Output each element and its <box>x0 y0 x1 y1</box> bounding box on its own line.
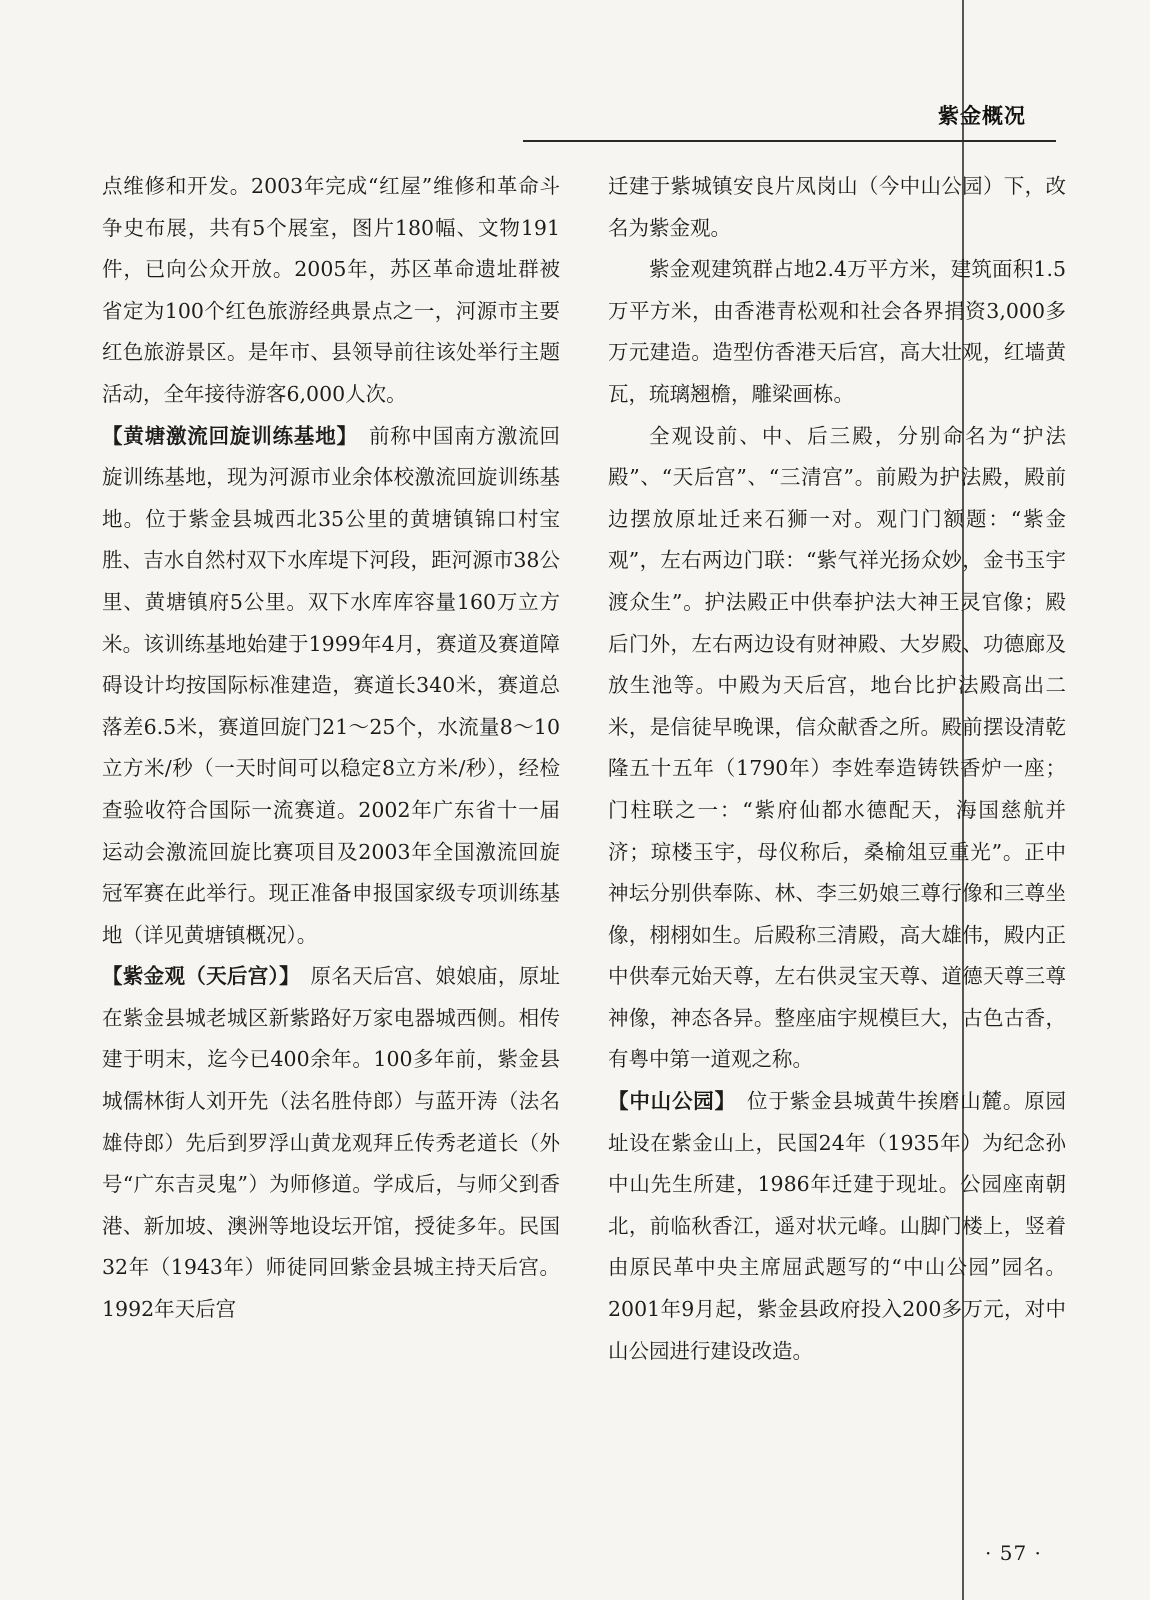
page-number: · 57 · <box>985 1541 1042 1565</box>
entry-title: 【黄塘激流回旋训练基地】 <box>102 423 348 448</box>
header-rule <box>523 140 1056 142</box>
right-column <box>608 166 1066 1372</box>
paragraph-halls: 全观设前、中、后三殿，分别命名为“护法殿”、“天后宫”、“三清宫”。前殿为护法殿，殿前边摆放原址迁来石狮一对。观门门额题：“紫金观”，左右两边门联：“紫气祥光扬众妙，金书玉宇渡众生”。护法殿正中供奉护法大神王灵官像；殿后门外，左右两边设有财神殿、大岁殿、功德廊及放生池等。中殿为天后宫，地台比护法殿高出二米，是信徒早晚课，信众献香之所。殿前摆设清乾隆五十五年（1790年）李姓奉造铸铁香炉一座；门柱联之一：“紫府仙都水德配天，海国慈航并济；琼楼玉宇，母仪称后，桑榆俎豆重光”。正中神坛分别供奉陈、林、李三奶娘三尊行像和三尊坐像，栩栩如生。后殿称三清殿，高大雄伟，殿内正中供奉元始天尊，左右供灵宝天尊、道德天尊三尊神像，神态各异。整座庙宇规模巨大，古色古香，有粤中第一道观之称。 <box>608 423 1066 1072</box>
entry-title: 【中山公园】 <box>608 1089 726 1114</box>
left-paragraph-continued: 点维修和开发。2003年完成“红屋”维修和革命斗争史布展，共有5个展室，图片180幅、文物191件，已向公众开放。2005年，苏区革命遗址群被省定为100个红色旅游经典景点之一，河源市主要红色旅游景区。是年市、县领导前往该处举行主题活动，全年接待游客6,000人次。 <box>102 174 560 406</box>
running-header-title: 紫金概况 <box>938 104 1026 128</box>
entry-text: 原名天后宫、娘娘庙，原址在紫金县城老城区新紫路好万家电器城西侧。相传建于明末，迄今已400余年。100多年前，紫金县城儒林街人刘开先（法名胜侍郎）与蓝开涛（法名雄侍郎）先后到罗浮山黄龙观拜丘传秀老道长（外号“广东吉灵鬼”）为师修道。学成后，与师父到香港、新加坡、澳洲等地设坛开馆，授徒多年。民国32年（1943年）师徒同回紫金县城主持天后宫。1992年天后宫 <box>102 964 561 1322</box>
entry-text: 前称中国南方激流回旋训练基地，现为河源市业余体校激流回旋训练基地。位于紫金县城西北35公里的黄塘镇锦口村宝胜、吉水自然村双下水库堤下河段，距河源市38公里、黄塘镇府5公里。双下水库库容量160万立方米。该训练基地始建于1999年4月，赛道及赛道障碍设计均按国际标准建造，赛道长340米，赛道总落差6.5米，赛道回旋门21～25个，水流量8～10立方米/秒（一天时间可以稳定8立方米/秒），经检查验收符合国际一流赛道。2002年广东省十一届运动会激流回旋比赛项目及2003年全国激流回旋冠军赛在此举行。现正准备申报国家级专项训练基地（详见黄塘镇概况）。 <box>102 423 561 947</box>
entry-zijin-temple <box>102 956 560 1330</box>
entry-zhongshan-park <box>608 1081 1066 1372</box>
entry-huangtang-training-base <box>102 416 560 957</box>
left-column <box>102 166 560 1331</box>
right-paragraph-continued: 迁建于紫城镇安良片凤岗山（今中山公园）下，改名为紫金观。 <box>608 174 1066 240</box>
paragraph-buildings: 紫金观建筑群占地2.4万平方米，建筑面积1.5万平方米，由香港青松观和社会各界捐资3,000多万元建造。造型仿香港天后宫，高大壮观，红墙黄瓦，琉璃翘檐，雕梁画栋。 <box>608 257 1066 406</box>
entry-text: 位于紫金县城黄牛挨磨山麓。原园址设在紫金山上，民国24年（1935年）为纪念孙中山先生所建，1986年迁建于现址。公园座南朝北，前临秋香江，遥对状元峰。山脚门楼上，竖着由原民革中央主席屈武题写的“中山公园”园名。2001年9月起，紫金县政府投入200多万元，对中山公园进行建设改造。 <box>608 1089 1067 1363</box>
entry-title: 【紫金观（天后宫）】 <box>102 964 290 989</box>
